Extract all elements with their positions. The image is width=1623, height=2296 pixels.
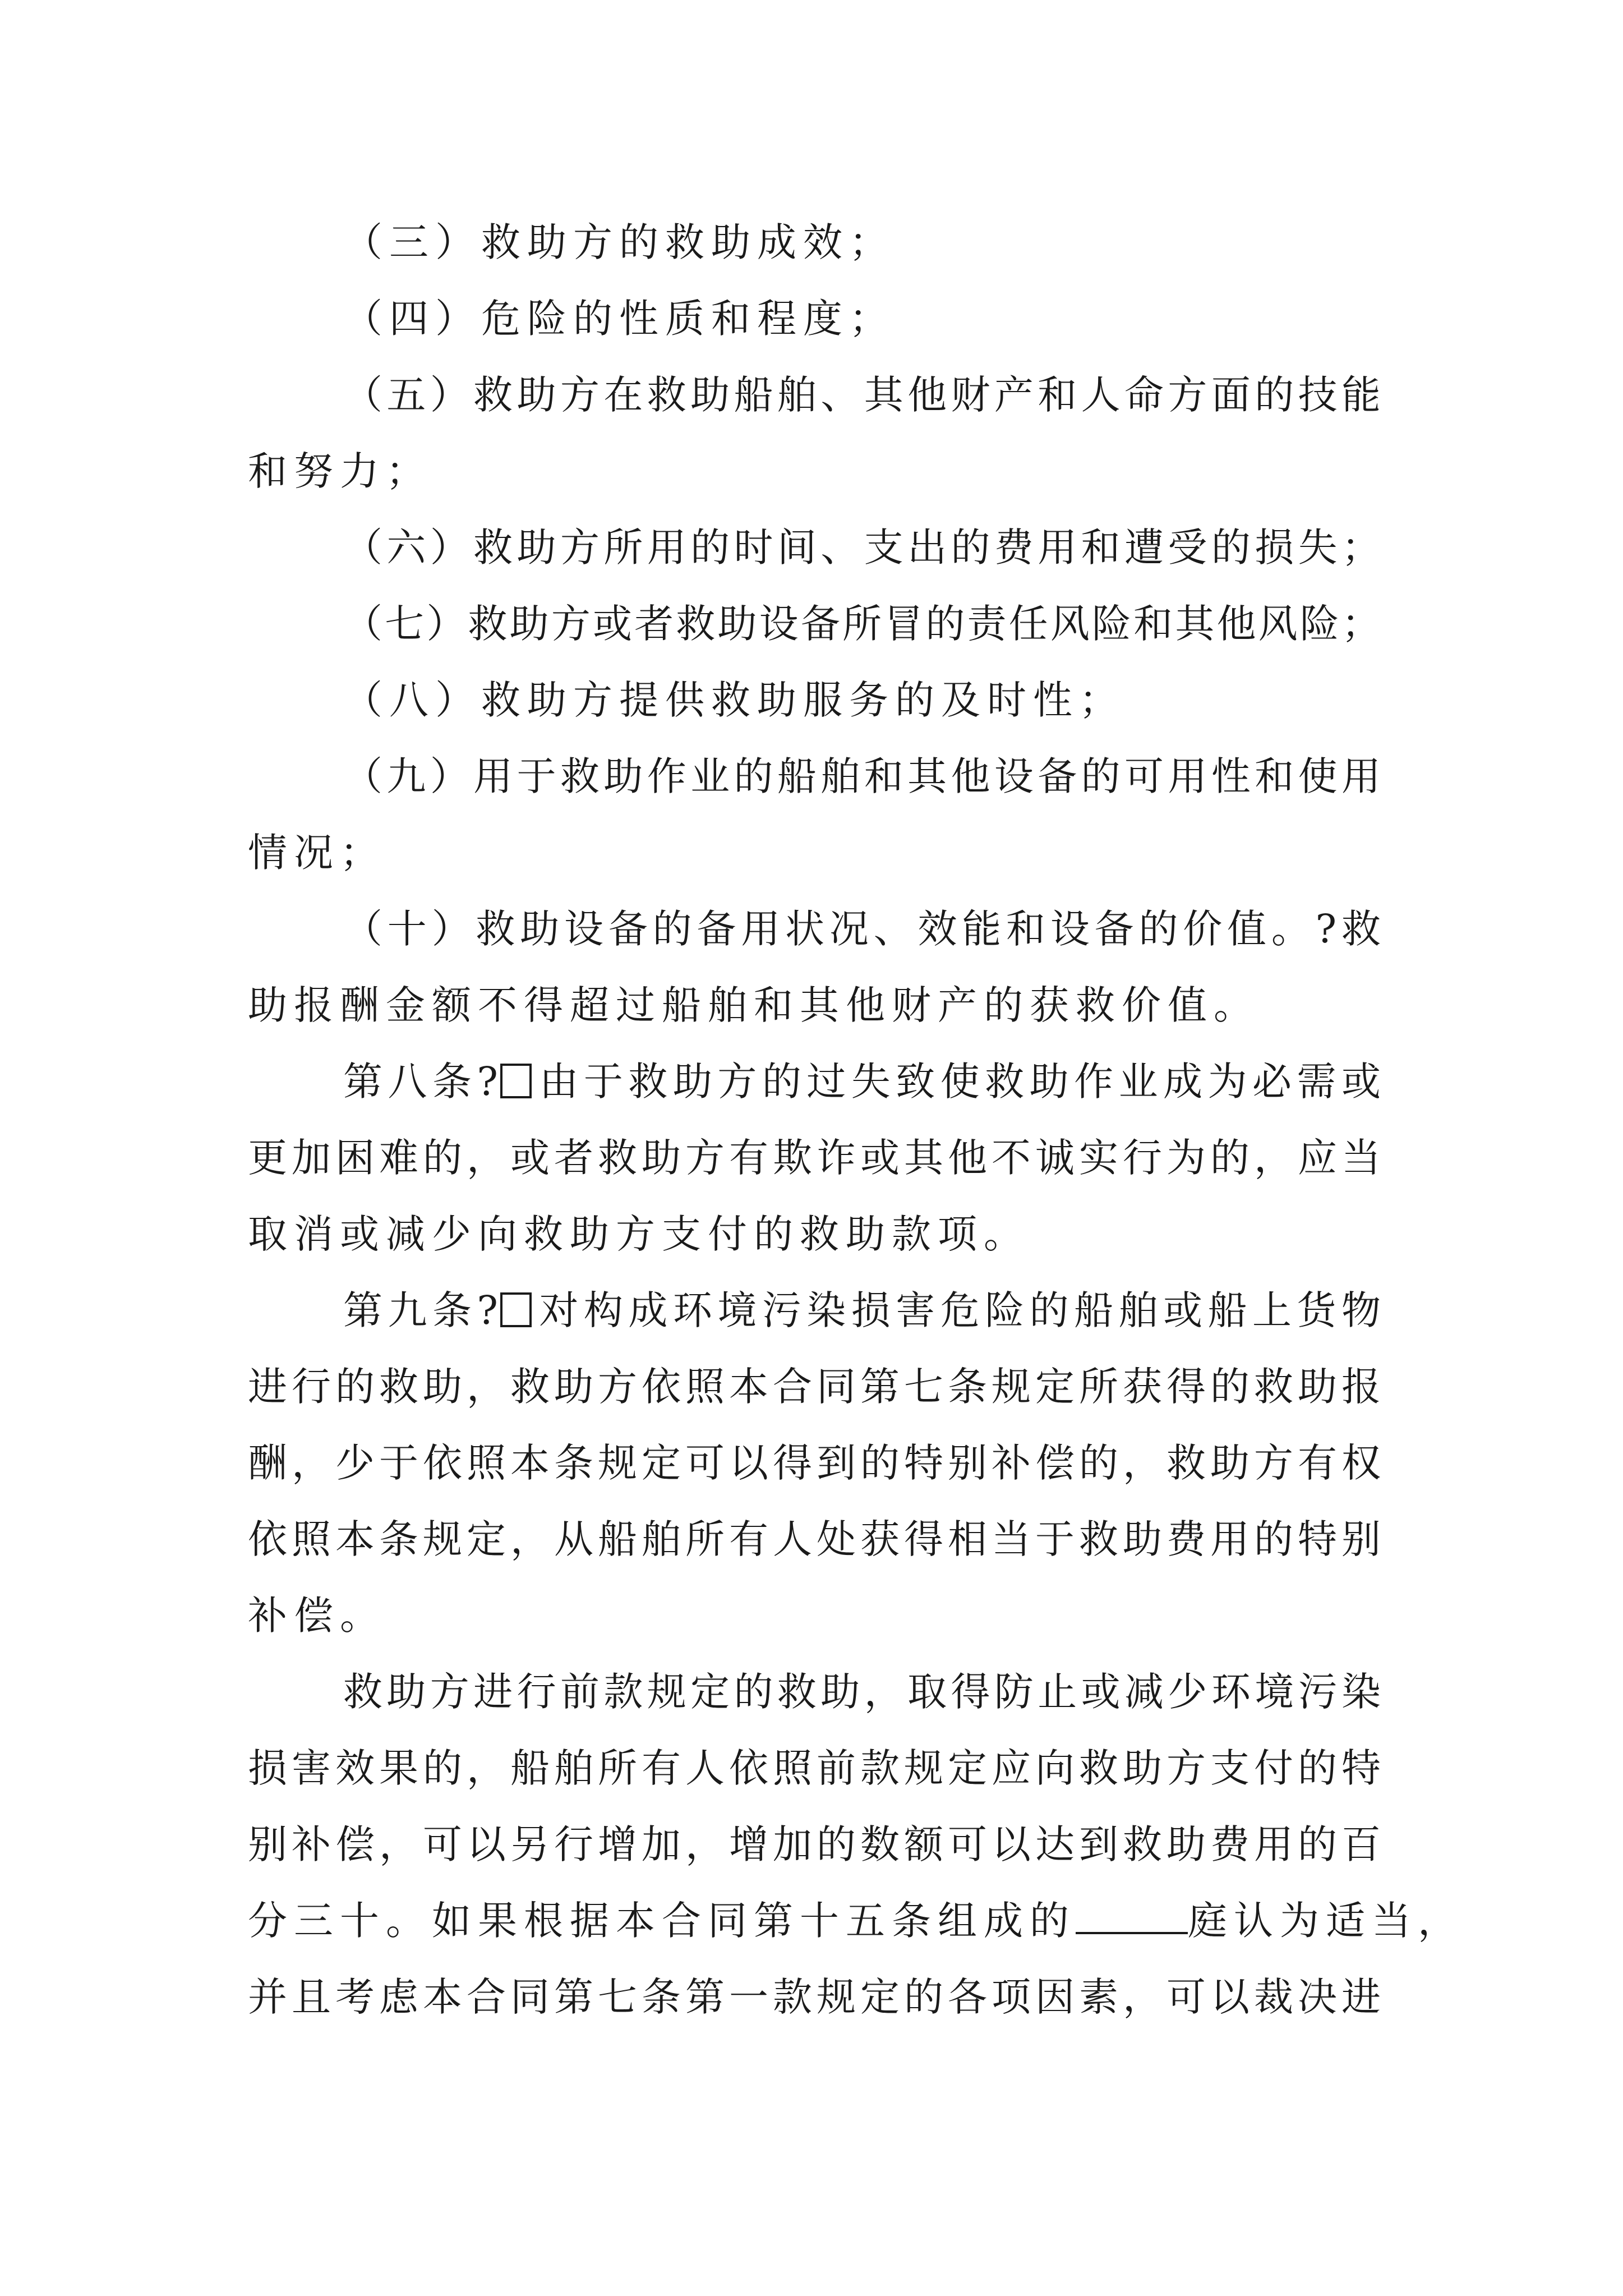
text-line-para-2-4 <box>248 1894 1464 1948</box>
text-line-para-2-1: 救助方进行前款规定的救助，取得防止或减少环境污染 <box>343 1669 1381 1715</box>
text-line-item-9: （九）用于救助作业的船舶和其他设备的可用性和使用 <box>343 753 1381 799</box>
text-line-article-8-2: 更加困难的，或者救助方有欺诈或其他不诚实行为的，应当 <box>248 1135 1381 1181</box>
text-line-item-5: （五）救助方在救助船舶、其他财产和人命方面的技能 <box>343 372 1381 418</box>
article-9-text: 对构成环境污染损害危险的船舶或船上货物 <box>533 1287 1381 1333</box>
article-8-text: 由于救助方的过失致使救助作业成为必需或 <box>533 1059 1381 1105</box>
text-line-item-3: （三）救助方的救助成效； <box>343 219 895 265</box>
text-line-item-10-cont: 助报酬金额不得超过船舶和其他财产的获救价值。 <box>248 982 1260 1028</box>
para-2-4-text-a: 分三十。如果根据本合同第十五条组成的 <box>248 1898 1076 1944</box>
text-line-article-8-3: 取消或减少向救助方支付的救助款项。 <box>248 1211 1030 1257</box>
text-line-item-4: （四）危险的性质和程度； <box>343 296 895 342</box>
article-9-label: 第九条? <box>343 1287 498 1333</box>
article-9-first-line <box>343 1283 1381 1337</box>
text-line-item-6: （六）救助方所用的时间、支出的费用和遭受的损失； <box>343 524 1381 570</box>
text-line-article-9-2: 进行的救助，救助方依照本合同第七条规定所获得的救助报 <box>248 1364 1381 1410</box>
text-line-item-8: （八）救助方提供救助服务的及时性； <box>343 677 1125 723</box>
text-line-para-2-5: 并且考虑本合同第七条第一款规定的各项因素，可以裁决进 <box>248 1974 1381 2020</box>
text-line-article-9-5: 补偿。 <box>248 1593 386 1639</box>
para-2-4-text-b: 庭认为适当， <box>1188 1898 1464 1944</box>
text-line-item-10: （十）救助设备的备用状况、效能和设备的价值。?救 <box>343 906 1381 952</box>
text-line-item-9-cont: 情况； <box>248 830 386 876</box>
article-8-first-line <box>343 1055 1381 1108</box>
article-8-label: 第八条? <box>343 1059 498 1105</box>
text-line-article-9-3: 酬，少于依照本条规定可以得到的特别补偿的，救助方有权 <box>248 1440 1381 1486</box>
missing-glyph-box <box>500 1292 532 1327</box>
text-line-article-9-4: 依照本条规定，从船舶所有人处获得相当于救助费用的特别 <box>248 1516 1381 1562</box>
text-line-item-7: （七）救助方或者救助设备所冒的责任风险和其他风险； <box>343 601 1381 647</box>
missing-glyph-box <box>500 1064 532 1098</box>
fill-in-blank <box>1076 1898 1188 1934</box>
text-line-item-5-cont: 和努力； <box>248 448 432 494</box>
text-line-para-2-2: 损害效果的，船舶所有人依照前款规定应向救助方支付的特 <box>248 1745 1381 1791</box>
text-line-para-2-3: 别补偿，可以另行增加，增加的数额可以达到救助费用的百 <box>248 1821 1381 1867</box>
